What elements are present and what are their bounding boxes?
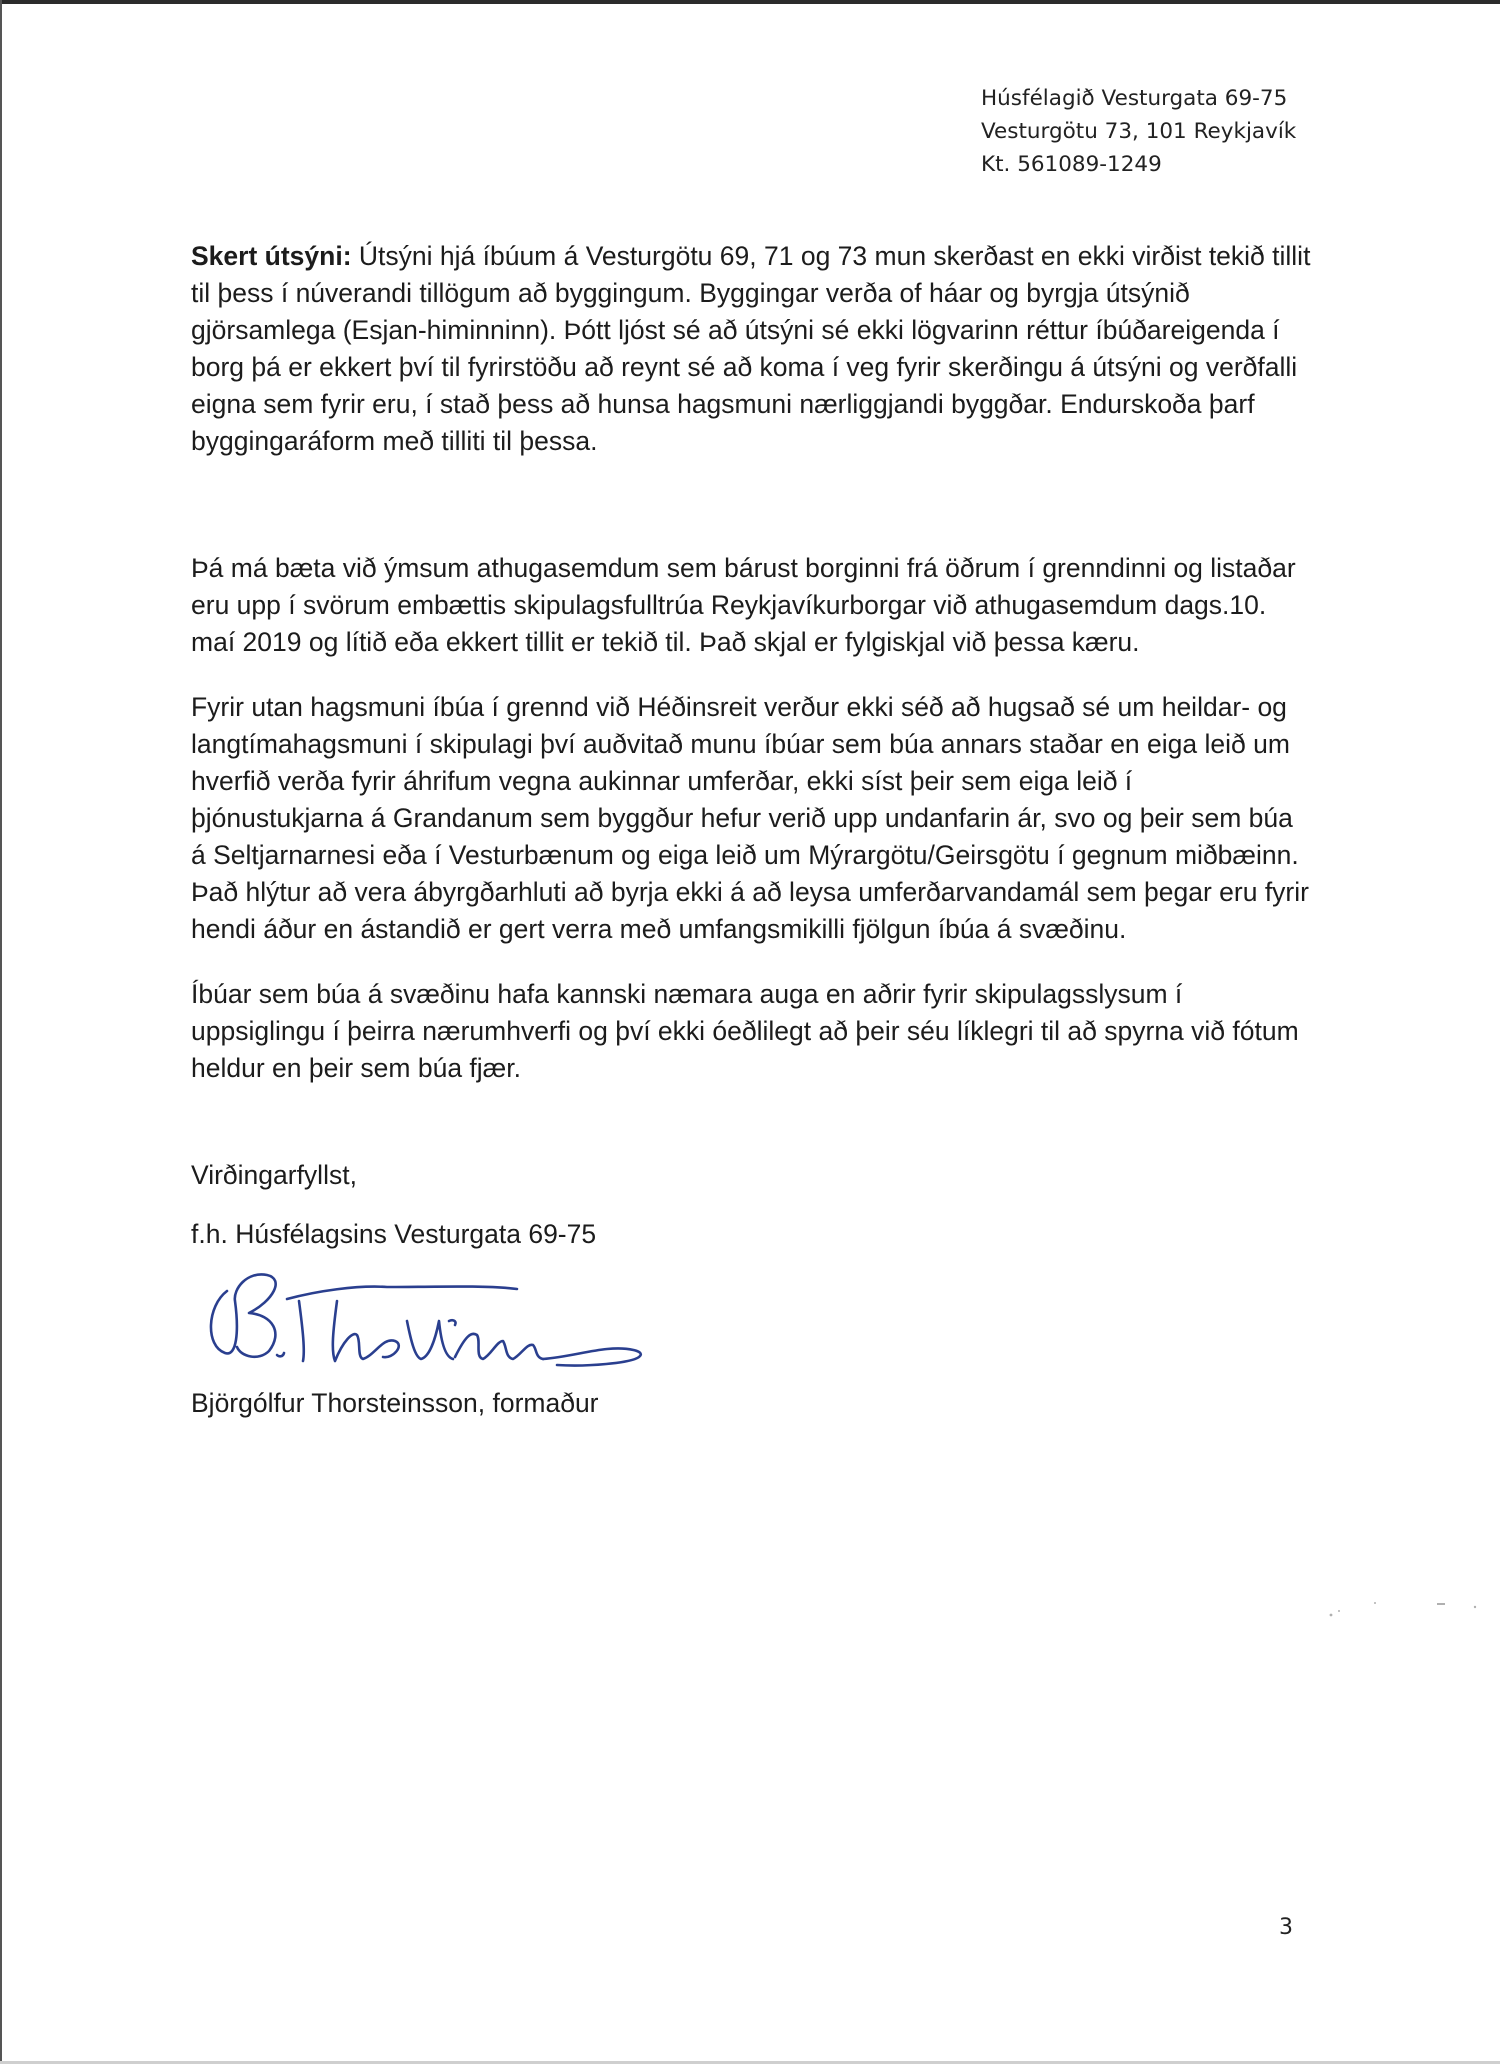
paragraph-residents: Íbúar sem búa á svæðinu hafa kannski næmara auga en aðrir fyrir skipulagsslysum í uppsiglingu í þeirra nærumhverfi og því ekki óeðlilegt að þeir séu líklegri til að spyrna við fótum heldur en þeir sem búa fjær. bbox=[191, 979, 1299, 1083]
scan-edge-top bbox=[0, 0, 1500, 4]
paragraph-text: Útsýni hjá íbúum á Vesturgötu 69, 71 og 73 mun skerðast en ekki virðist tekið tillit til þess í núverandi tillögum að byggingum. Byggingar verða of háar og byrgja útsýnið gjörsamlega (Esjan-himinninn). Þótt ljóst sé að útsýni sé ekki lögvarinn réttur íbúðareigenda í borg þá er ekkert því til fyrirstöðu að reynt sé að koma í veg fyrir skerðingu á útsýni og verðfalli eigna sem fyrir eru, í stað þess að hunsa hagsmuni nærliggjandi byggðar. Endurskoða þarf byggingaráform með tilliti til þessa. bbox=[191, 241, 1311, 456]
scan-specks bbox=[1325, 1595, 1485, 1625]
sender-kt: Kt. 561089-1249 bbox=[981, 152, 1162, 177]
letter-body bbox=[191, 238, 1311, 1422]
sender-address: Vesturgötu 73, 101 Reykjavík bbox=[981, 119, 1297, 144]
paragraph-view-obstruction bbox=[191, 238, 1311, 460]
page-number: 3 bbox=[1279, 1915, 1293, 1940]
paragraph-lead: Skert útsýni: bbox=[191, 241, 352, 271]
signature bbox=[187, 1261, 657, 1381]
sender-block bbox=[981, 82, 1296, 181]
signatory-name: Björgólfur Thorsteinsson, formaður bbox=[191, 1388, 599, 1418]
closing-salutation: Virðingarfyllst, bbox=[191, 1160, 357, 1190]
paragraph-traffic: Fyrir utan hagsmuni íbúa í grennd við Héðinsreit verður ekki séð að hugsað sé um heildar- og langtímahagsmuni í skipulagi því auðvitað munu íbúar sem búa annars staðar en eiga leið um hverfið verða fyrir áhrifum vegna aukinnar umferðar, ekki síst þeir sem eiga leið í þjónustukjarna á Grandanum sem byggður hefur verið upp undanfarin ár, svo og þeir sem búa á Seltjarnarnesi eða í Vesturbænum og eiga leið um Mýrargötu/Geirsgötu í gegnum miðbæinn. Það hlýtur að vera ábyrgðarhluti að byrja ekki á að leysa umferðarvandamál sem þegar eru fyrir hendi áður en ástandið er gert verra með umfangsmikilli fjölgun íbúa á svæðinu. bbox=[191, 692, 1309, 944]
paragraph-other-comments: Þá má bæta við ýmsum athugasemdum sem bárust borginni frá öðrum í grenndinni og listaðar eru upp í svörum embættis skipulagsfulltrúa Reykjavíkurborgar við athugasemdum dags.10. maí 2019 og lítið eða ekkert tillit er tekið til. Það skjal er fylgiskjal við þessa kæru. bbox=[191, 553, 1296, 657]
scan-edge-left bbox=[0, 0, 2, 2064]
on-behalf-line: f.h. Húsfélagsins Vesturgata 69-75 bbox=[191, 1219, 597, 1249]
sender-name: Húsfélagið Vesturgata 69-75 bbox=[981, 86, 1288, 111]
